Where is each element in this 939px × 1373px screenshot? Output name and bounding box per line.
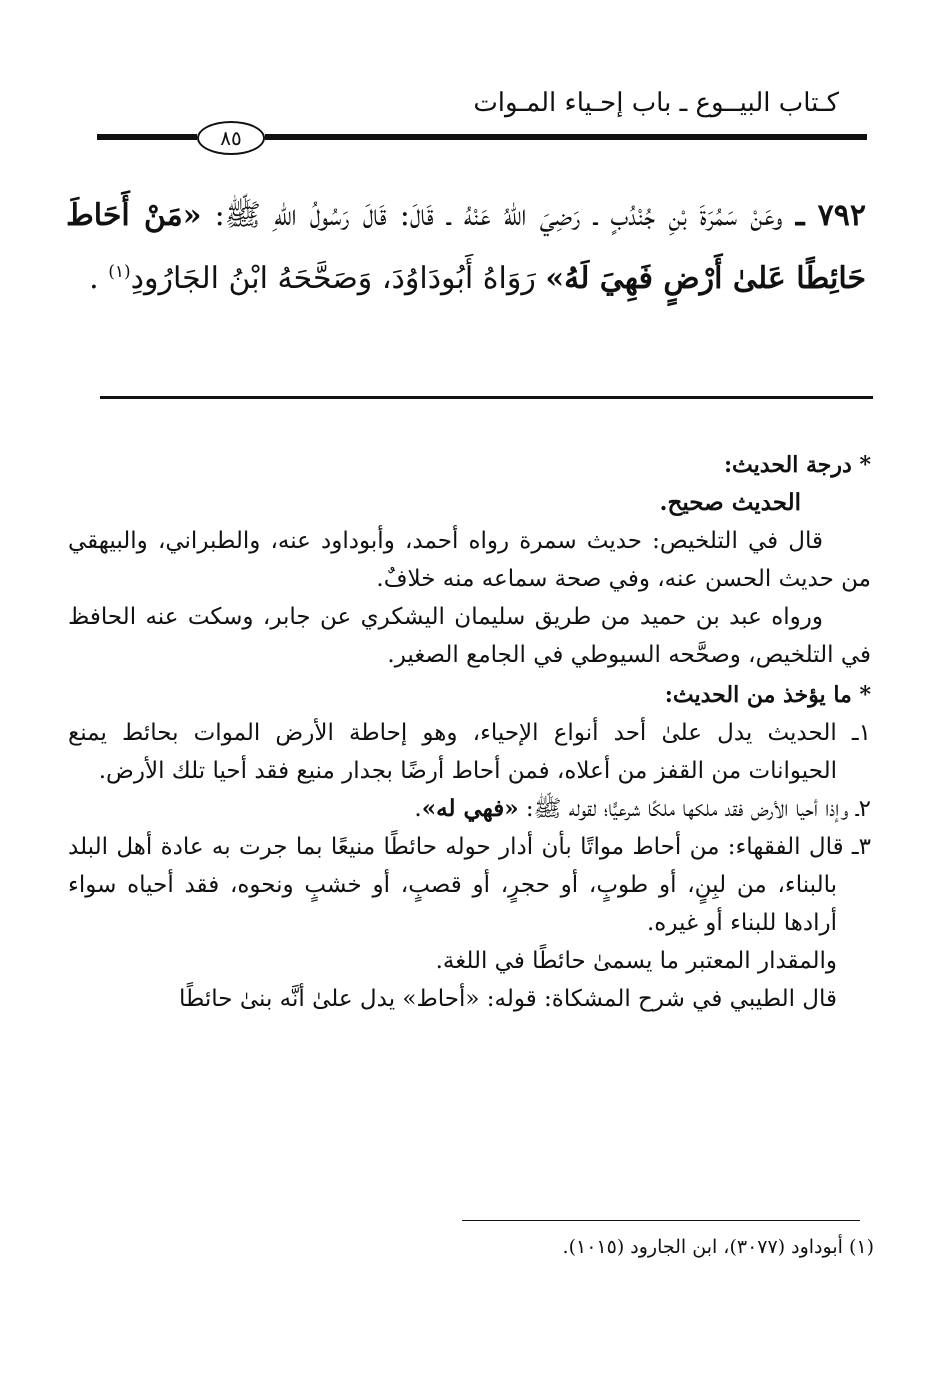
grade-verdict: الحديث صحيح.: [659, 489, 801, 516]
page-number: ٨٥: [197, 121, 265, 155]
hadith-quote: «مَنْ أَحَاطَ حَائِطًا عَلىٰ أَرْضٍ فَهِيَ لَهُ»: [66, 198, 866, 296]
header-rule: [97, 128, 867, 150]
footnote: (١) أبوداود (٣٠٧٧)، ابن الجارود (١٠١٥).: [562, 1236, 874, 1258]
footnote-rule: [462, 1220, 860, 1221]
header-rule-left: [97, 134, 197, 140]
hadith-number: ٧٩٢: [817, 198, 866, 233]
hadith-source: رَوَاهُ أَبُودَاوُدَ، وَصَحَّحَهُ ابْنُ الجَارُودِ: [130, 261, 536, 296]
lesson-item-2-end: .: [414, 796, 422, 822]
lessons-heading: * ما يؤخذ من الحديث:: [664, 682, 871, 708]
lesson-item-3-continuation: والمقدار المعتبر ما يسمىٰ حائطًا في اللغة.: [435, 948, 837, 974]
lesson-item-2-text: ٢ـ وإذا أحيا الأرض فقد ملكها ملكًا شرعيًّا؛ لقوله ﷺ:: [518, 796, 871, 822]
lesson-item-3-quote: قال الطيبي في شرح المشكاة: قوله: «أحاط» يدل علىٰ أنَّه بنىٰ حائطًا: [179, 986, 837, 1012]
hadith-dash: ـ: [795, 198, 805, 233]
grade-heading: * درجة الحديث:: [723, 452, 871, 478]
footnote-marker: (١): [108, 262, 131, 282]
running-header-title: كـتاب البيــوع ـ باب إحـياء المـوات: [473, 88, 839, 118]
grade-paragraph: ورواه عبد بن حميد من طريق سليمان اليشكري عن جابر، وسكت عنه الحافظ في التلخيص، وصحَّحه السيوطي في الجامع الصغير.: [68, 604, 871, 668]
grade-paragraph: قال في التلخيص: حديث سمرة رواه أحمد، وأبوداود عنه، والطبراني، والبيهقي من حديث الحسن عنه، وفي صحة سماعه منه خلافٌ.: [68, 528, 871, 592]
hadith-text: [66, 188, 866, 307]
header-rule-right: [265, 134, 867, 140]
hadith-narration: وعَنْ سَمُرَةَ بْنِ جُنْدُبٍ ـ رَضِيَ اللهُ عَنْهُ ـ قَالَ: قَالَ رَسُولُ اللهِ ﷺ:: [201, 198, 783, 233]
lesson-item-3: ٣ـ قال الفقهاء: من أحاط مواتًا بأن أدار حوله حائطًا منيعًا بما جرت به عادة أهل البلد بالبناء، من لبِنٍ، أو طوبٍ، أو حجرٍ، أو قصبٍ، أو خشبٍ ونحوه، فقد أحياه سواء أرادها للبناء أو غيره.: [68, 834, 871, 936]
lesson-item-2-quote: «فهي له»: [421, 795, 519, 822]
lesson-item-1: ١ـ الحديث يدل علىٰ أحد أنواع الإحياء، وهو إحاطة الأرض الموات بحائط يمنع الحيوانات من القفز من أعلاه، فمن أحاط أرضًا بجدار منيع فقد أحيا تلك الأرض.: [68, 720, 871, 784]
section-divider: [100, 396, 873, 399]
lesson-item-2: [68, 790, 871, 828]
hadith-end: .: [89, 261, 109, 296]
commentary: [68, 444, 871, 1018]
